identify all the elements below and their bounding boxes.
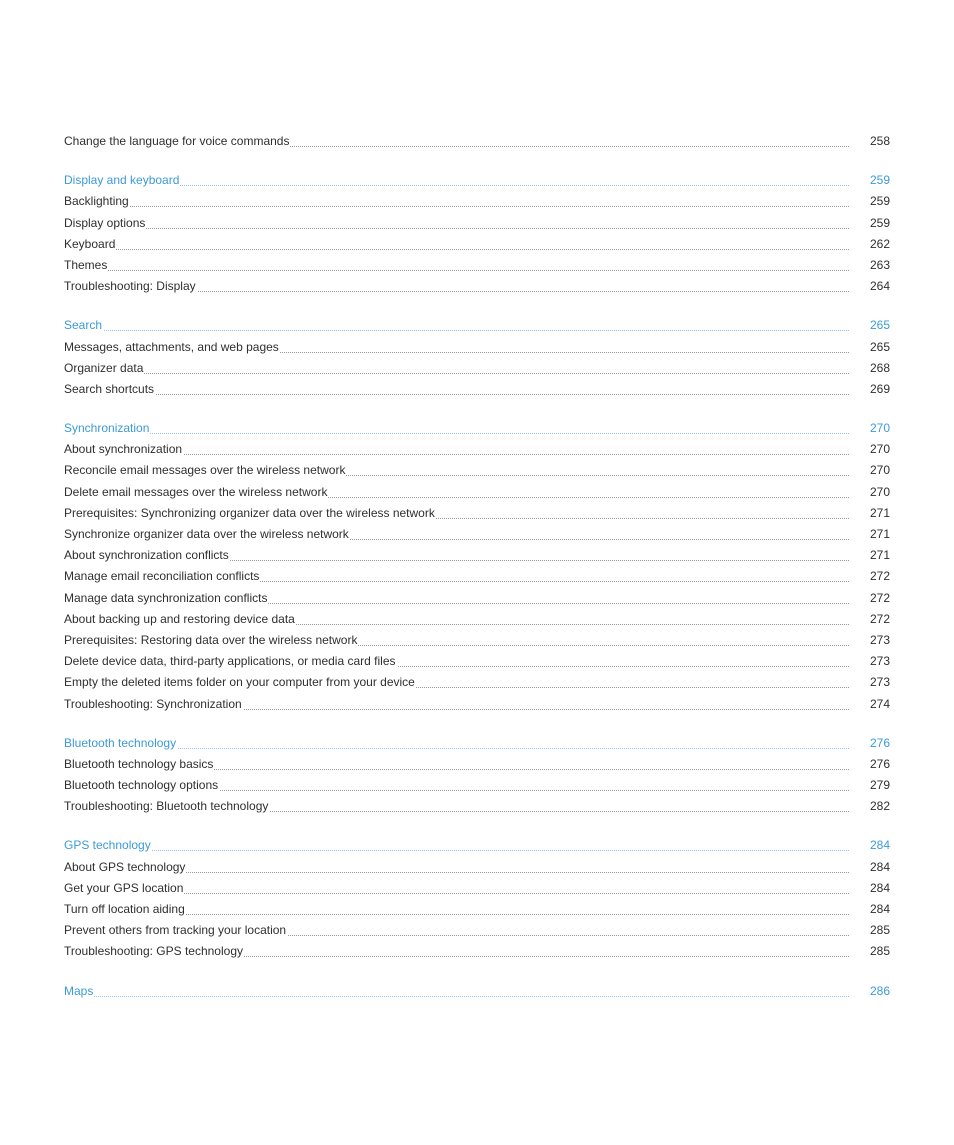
toc-entry[interactable] (64, 610, 890, 631)
dot-leader (64, 394, 849, 395)
toc-entry[interactable] (64, 235, 890, 256)
toc-section-title: Synchronization (64, 421, 150, 436)
toc-section-page: 265 (869, 318, 890, 333)
toc-entry-title: Themes (64, 257, 108, 272)
toc-entry[interactable] (64, 461, 890, 482)
toc-entry-title: Messages, attachments, and web pages (64, 339, 279, 354)
toc-entry-page: 272 (869, 611, 890, 626)
toc-entry-title: Reconcile email messages over the wireless network (64, 463, 346, 478)
toc-entry[interactable] (64, 338, 890, 359)
section-gap (64, 153, 890, 171)
toc-entry-title: Manage email reconciliation conflicts (64, 569, 260, 584)
toc-entry-page: 274 (869, 696, 890, 711)
toc-entry[interactable] (64, 755, 890, 776)
toc-section-entry[interactable] (64, 316, 890, 337)
toc-entry-page: 279 (869, 778, 890, 793)
toc-section-title: Bluetooth technology (64, 735, 177, 750)
toc-section-entry[interactable] (64, 734, 890, 755)
toc-entry-title: Change the language for voice commands (64, 134, 290, 148)
toc-entry-title: Troubleshooting: Synchronization (64, 696, 242, 711)
toc-entry-page: 272 (869, 590, 890, 605)
toc-entry-page: 273 (869, 675, 890, 690)
toc-entry-title: Organizer data (64, 360, 144, 375)
section-gap (64, 298, 890, 316)
table-of-contents (64, 132, 890, 1003)
toc-entry-title: Prevent others from tracking your location (64, 923, 287, 938)
toc-entry-title: Display options (64, 215, 146, 230)
toc-entry-page: 270 (869, 484, 890, 499)
toc-entry-title: Manage data synchronization conflicts (64, 590, 268, 605)
toc-entry[interactable] (64, 776, 890, 797)
toc-entry-title: Troubleshooting: GPS technology (64, 944, 243, 959)
toc-entry-page: 263 (869, 257, 890, 272)
toc-entry-page: 270 (869, 463, 890, 478)
toc-entry[interactable] (64, 214, 890, 235)
section-gap (64, 964, 890, 982)
toc-entry-page: 265 (869, 339, 890, 354)
toc-entry[interactable] (64, 589, 890, 610)
toc-entry-page: 273 (869, 654, 890, 669)
section-gap (64, 401, 890, 419)
toc-entry-page: 284 (869, 880, 890, 895)
toc-entry-title: Troubleshooting: Display (64, 279, 196, 294)
toc-entry[interactable] (64, 858, 890, 879)
toc-entry[interactable] (64, 546, 890, 567)
toc-entry-title: About synchronization conflicts (64, 548, 229, 563)
dot-leader (64, 228, 849, 229)
section-gap (64, 716, 890, 734)
toc-entry[interactable] (64, 132, 890, 153)
toc-section-title: Display and keyboard (64, 173, 180, 188)
toc-entry-title: Synchronize organizer data over the wireless network (64, 527, 349, 541)
toc-section-entry[interactable] (64, 171, 890, 192)
dot-leader (64, 270, 849, 271)
toc-section-page: 286 (869, 983, 890, 998)
toc-section-entry[interactable] (64, 419, 890, 440)
toc-entry-title: Keyboard (64, 236, 116, 251)
toc-entry-title: Prerequisites: Restoring data over the wireless network (64, 632, 358, 647)
toc-entry-title: Empty the deleted items folder on your computer from your device (64, 675, 415, 690)
toc-entry-title: Search shortcuts (64, 381, 155, 396)
toc-entry[interactable] (64, 359, 890, 380)
toc-entry-page: 269 (869, 381, 890, 396)
toc-entry-title: About synchronization (64, 442, 183, 457)
dot-leader (64, 748, 849, 749)
toc-entry-page: 276 (869, 756, 890, 771)
toc-entry[interactable] (64, 797, 890, 818)
toc-entry-page: 259 (869, 194, 890, 209)
toc-entry-page: 284 (869, 859, 890, 874)
toc-entry-page: 273 (869, 632, 890, 647)
toc-entry[interactable] (64, 380, 890, 401)
toc-entry-title: Bluetooth technology options (64, 778, 219, 793)
dot-leader (64, 206, 849, 207)
toc-entry-page: 258 (869, 134, 890, 148)
toc-entry-page: 270 (869, 442, 890, 457)
dot-leader (64, 373, 849, 374)
toc-entry-title: Prerequisites: Synchronizing organizer data over the wireless network (64, 505, 435, 520)
toc-entry-page: 282 (869, 799, 890, 814)
toc-entry[interactable] (64, 483, 890, 504)
toc-entry-page: 264 (869, 279, 890, 294)
toc-entry-title: Troubleshooting: Bluetooth technology (64, 799, 269, 814)
toc-entry-title: Delete email messages over the wireless network (64, 484, 328, 499)
toc-entry-page: 284 (869, 902, 890, 916)
dot-leader (64, 185, 849, 186)
toc-entry-title: About GPS technology (64, 859, 186, 874)
toc-entry-page: 271 (869, 548, 890, 563)
toc-entry[interactable] (64, 504, 890, 525)
toc-entry[interactable] (64, 695, 890, 716)
toc-entry-title: Backlighting (64, 194, 129, 209)
toc-entry[interactable] (64, 942, 890, 963)
toc-entry-page: 271 (869, 527, 890, 541)
toc-section-entry[interactable] (64, 982, 890, 1003)
toc-section-title: Maps (64, 983, 94, 998)
toc-section-page: 259 (869, 173, 890, 188)
toc-entry[interactable] (64, 567, 890, 588)
section-gap (64, 818, 890, 836)
toc-entry[interactable] (64, 879, 890, 900)
toc-entry[interactable] (64, 277, 890, 298)
toc-entry-page: 285 (869, 944, 890, 959)
toc-entry[interactable] (64, 673, 890, 694)
toc-entry[interactable] (64, 652, 890, 673)
toc-entry-page: 268 (869, 360, 890, 375)
toc-entry-title: Get your GPS location (64, 880, 184, 895)
toc-section-entry[interactable] (64, 836, 890, 857)
toc-entry-page: 262 (869, 236, 890, 251)
toc-section-page: 284 (869, 838, 890, 853)
toc-section-page: 270 (869, 421, 890, 436)
toc-entry-title: About backing up and restoring device data (64, 611, 295, 626)
toc-entry-page: 271 (869, 505, 890, 520)
toc-entry-page: 259 (869, 215, 890, 230)
toc-entry[interactable] (64, 256, 890, 277)
toc-entry-page: 285 (869, 923, 890, 938)
toc-section-title: Search (64, 318, 103, 333)
toc-section-title: GPS technology (64, 838, 151, 853)
dot-leader (64, 850, 849, 851)
dot-leader (64, 433, 849, 434)
toc-section-page: 276 (869, 735, 890, 750)
toc-entry[interactable] (64, 921, 890, 942)
toc-entry[interactable] (64, 192, 890, 213)
toc-entry[interactable] (64, 900, 890, 921)
toc-entry-title: Delete device data, third-party applications, or media card files (64, 654, 396, 669)
toc-entry-title: Bluetooth technology basics (64, 756, 214, 771)
toc-entry[interactable] (64, 631, 890, 652)
toc-entry[interactable] (64, 525, 890, 546)
toc-entry-page: 272 (869, 569, 890, 584)
toc-entry-title: Turn off location aiding (64, 902, 185, 916)
dot-leader (64, 996, 849, 997)
dot-leader (64, 249, 849, 250)
toc-entry[interactable] (64, 440, 890, 461)
dot-leader (64, 330, 849, 331)
